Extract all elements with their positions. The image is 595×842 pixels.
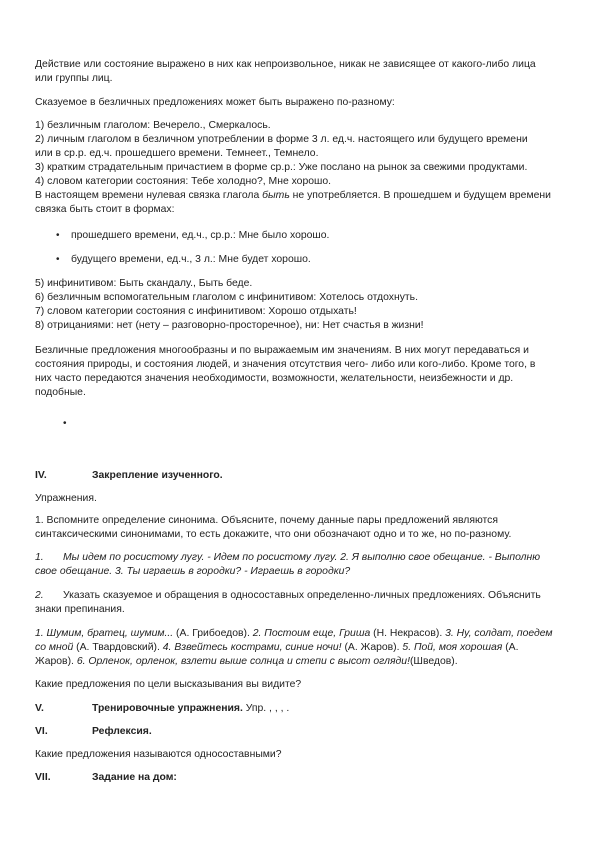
note-word-byt: быть — [262, 190, 290, 201]
task-2-line-1: Указать сказуемое и обращения в односоставных определенно-личных предложениях. Объяснить — [63, 590, 541, 601]
task-1-number: 1. — [35, 552, 44, 563]
quote-4-author: (А. Жаров). — [341, 642, 403, 653]
summary-line-2: состояния природы, и состояния людей, и значения отсутствия чего- либо или кого-либо. Кроме того, в — [35, 359, 536, 370]
bullet-item-past: прошедшего времени, ед.ч., ср.р.: Мне было хорошо. — [71, 230, 330, 241]
question-purpose: Какие предложения по цели высказывания вы видите? — [35, 679, 302, 690]
task-1-line-2: синтаксическими синонимами, то есть докажите, что они обозначают одно и то же, но по-разному. — [35, 529, 512, 540]
intro-line-1: Действие или состояние выражено в них как непроизвольное, никак не зависящее от какого-либо лица — [35, 59, 536, 70]
note-part-c: не употребляется. В прошедшем и будущем времени — [289, 190, 551, 201]
exercises-label: Упражнения. — [35, 493, 97, 504]
list-item-3: 3) кратким страдательным причастием в форме ср.р.: Уже послано на рынок за свежими продуктами. — [35, 162, 528, 173]
quote-6-author: (Шведов). — [409, 656, 458, 667]
bullet-item-future: будущего времени, ед.ч., 3 л.: Мне будет хорошо. — [71, 254, 311, 265]
list-item-6: 6) безличным вспомогательным глаголом с инфинитивом: Хотелось отдохнуть. — [35, 292, 418, 303]
summary-line-4: подобные. — [35, 387, 86, 398]
quote-5-author-end: Жаров). — [35, 656, 77, 667]
quote-3-end: со мной — [35, 642, 74, 653]
task-1-line-1: 1. Вспомните определение синонима. Объясните, почему данные пары предложений являются — [35, 515, 499, 526]
intro-line-2: или группы лиц. — [35, 73, 113, 84]
section-7-title: Задание на дом: — [92, 772, 177, 783]
quote-line-3 — [35, 655, 565, 669]
quote-2: 2. Постоим еще, Гриша — [252, 628, 371, 639]
quote-6: 6. Орленок, орленок, взлети выше солнца и степи с высот огляди! — [76, 656, 410, 667]
list-item-7: 7) словом категории состояния с инфинитивом: Хорошо отдыхать! — [35, 306, 357, 317]
list-item-8: 8) отрицаниями: нет (нету – разговорно-просторечное), ни: Нет счастья в жизни! — [35, 320, 424, 331]
section-7-number: VII. — [35, 772, 51, 783]
quote-3-author: (А. Твардовский). — [73, 642, 163, 653]
section-4-title: Закрепление изученного. — [92, 470, 223, 481]
quote-5-author-start: (А. — [502, 642, 519, 653]
list-item-4: 4) словом категории состояния: Тебе холодно?, Мне хорошо. — [35, 176, 332, 187]
section-6-title: Рефлексия. — [92, 726, 152, 737]
list-item-1: 1) безличным глаголом: Вечерело., Смеркалось. — [35, 120, 271, 131]
quote-line-2 — [35, 641, 565, 655]
predicate-intro: Сказуемое в безличных предложениях может быть выражено по-разному: — [35, 97, 395, 108]
task-1-sentences-line-1: Мы идем по росистому лугу. - Идем по росистому лугу. 2. Я выполню свое обещание. - Выполню — [63, 552, 541, 563]
task-1-sentences-line-2: свое обещание. 3. Ты играешь в городки? - Играешь в городки? — [35, 566, 351, 577]
section-5-number: V. — [35, 703, 44, 714]
link-verb-note-cont: связка быть стоит в формах: — [35, 204, 175, 215]
bullet-marker: • — [56, 230, 60, 241]
summary-line-1: Безличные предложения многообразны и по выражаемым им значениям. В них могут передаваться и — [35, 345, 529, 356]
quote-2-author: (Н. Некрасов). — [370, 628, 446, 639]
section-5-rest: Упр. , , , . — [242, 703, 290, 714]
link-verb-note — [35, 189, 565, 203]
list-item-5: 5) инфинитивом: Быть скандалу., Быть беде. — [35, 278, 253, 289]
task-2-number: 2. — [35, 590, 44, 601]
quote-4: 4. Взвейтесь кострами, синие ночи! — [162, 642, 342, 653]
task-2-line-2: знаки препинания. — [35, 604, 125, 615]
question-one-member: Какие предложения называются односоставными? — [35, 749, 282, 760]
bullet-marker: • — [56, 254, 60, 265]
quote-1: 1. Шумим, братец, шумим... — [35, 628, 174, 639]
section-5-title: Тренировочные упражнения. — [92, 703, 243, 714]
note-part-a: В настоящем времени нулевая связка глагола — [35, 190, 263, 201]
section-6-number: VI. — [35, 726, 48, 737]
list-item-2: 2) личным глаголом в безличном употреблении в форме 3 л. ед.ч. настоящего или будущего времени — [35, 134, 528, 145]
quote-line-1 — [35, 627, 565, 641]
empty-bullet-marker: • — [63, 418, 67, 429]
summary-line-3: них часто передаются значения необходимости, возможности, желательности, неизбежности и др. — [35, 373, 514, 384]
quote-1-author: (А. Грибоедов). — [173, 628, 253, 639]
quote-5: 5. Пой, моя хорошая — [402, 642, 503, 653]
section-5-heading — [92, 702, 595, 716]
list-item-2-cont: или в ср.р. ед.ч. прошедшего времени. Темнеет., Темнело. — [35, 148, 319, 159]
quote-3-start: 3. Ну, солдат, поедем — [445, 628, 553, 639]
section-4-number: IV. — [35, 470, 47, 481]
